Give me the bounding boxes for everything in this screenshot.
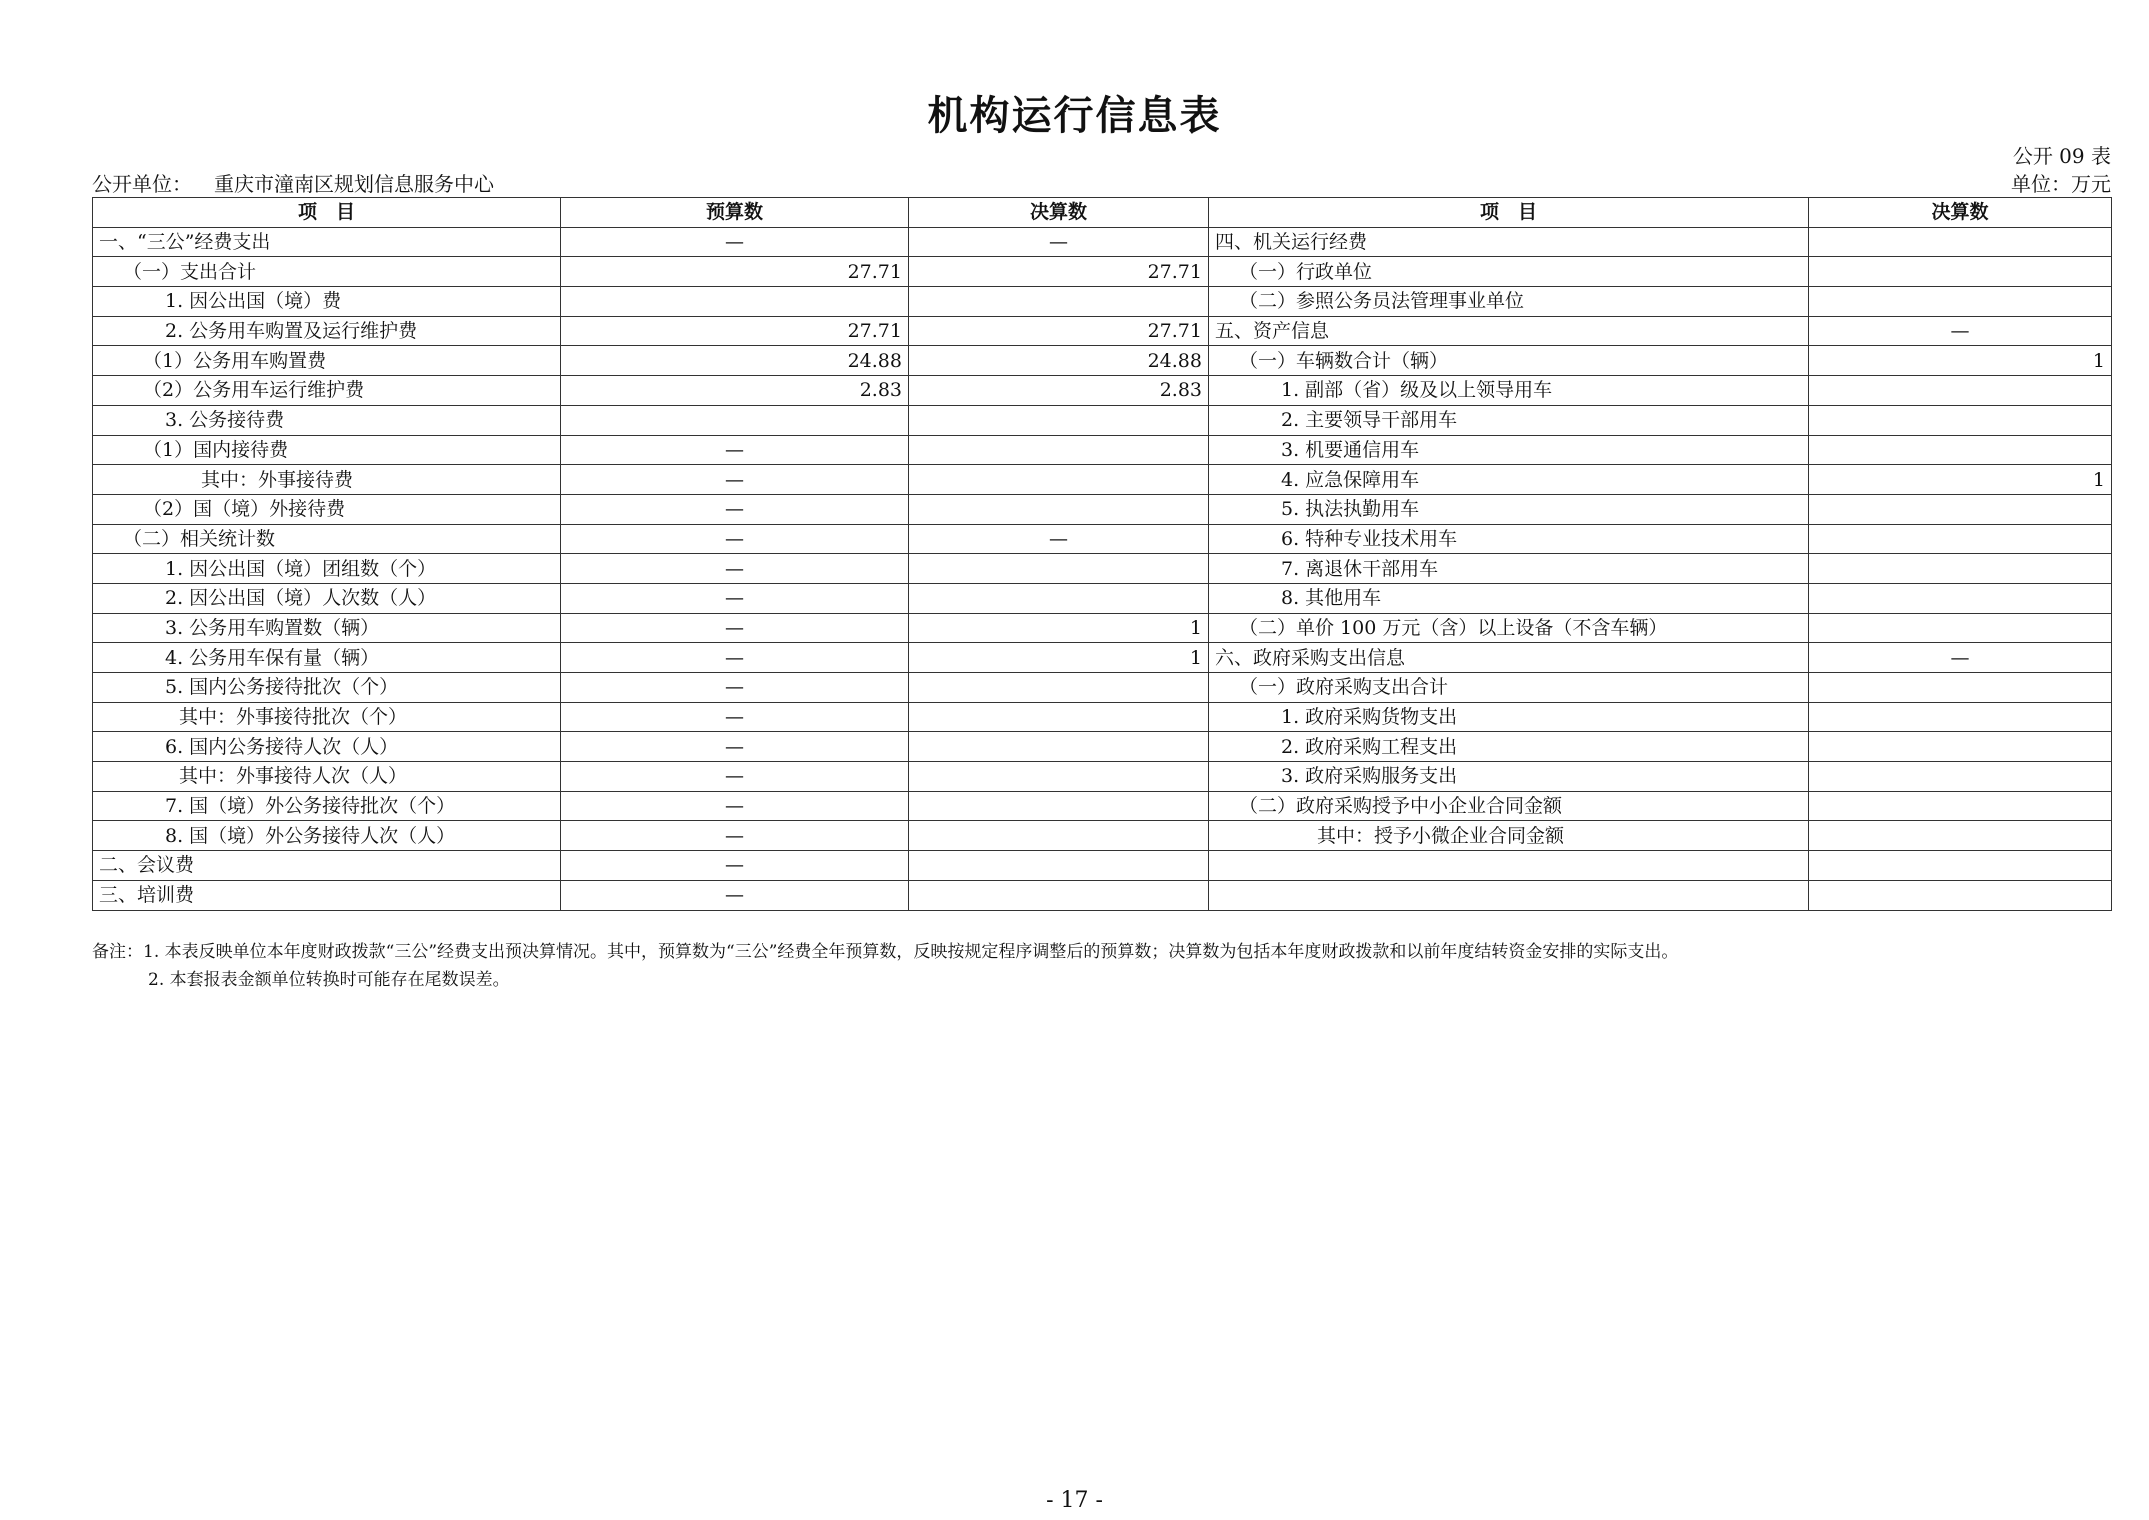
left-item-cell: （1）公务用车购置费 (93, 346, 561, 376)
right-item-cell (1209, 880, 1809, 910)
right-final-cell (1809, 851, 2112, 881)
right-item-cell: 五、资产信息 (1209, 316, 1809, 346)
right-final-cell (1809, 257, 2112, 287)
right-final-cell (1809, 732, 2112, 762)
left-item-cell: 其中：外事接待人次（人） (93, 762, 561, 792)
right-item-cell: 1. 政府采购货物支出 (1209, 702, 1809, 732)
budget-cell: — (561, 821, 909, 851)
right-final-cell (1809, 376, 2112, 406)
final-cell (909, 673, 1209, 703)
left-item-cell: 3. 公务用车购置数（辆） (93, 613, 561, 643)
right-item-cell: （二）政府采购授予中小企业合同金额 (1209, 791, 1809, 821)
reporting-unit (92, 168, 494, 197)
final-cell: 1 (909, 643, 1209, 673)
left-item-cell: 其中：外事接待费 (93, 465, 561, 495)
table-row (93, 257, 2112, 287)
left-item-cell: 1. 因公出国（境）团组数（个） (93, 554, 561, 584)
budget-cell: 24.88 (561, 346, 909, 376)
operation-info-table (92, 197, 2112, 911)
left-item-cell: 1. 因公出国（境）费 (93, 287, 561, 317)
final-cell: — (909, 227, 1209, 257)
header-final: 决算数 (909, 198, 1209, 228)
right-item-cell: 1. 副部（省）级及以上领导用车 (1209, 376, 1809, 406)
table-row (93, 376, 2112, 406)
right-item-cell: 2. 政府采购工程支出 (1209, 732, 1809, 762)
right-final-cell: — (1809, 316, 2112, 346)
left-item-cell: （1）国内接待费 (93, 435, 561, 465)
final-cell (909, 702, 1209, 732)
table-row (93, 762, 2112, 792)
right-item-cell: 3. 机要通信用车 (1209, 435, 1809, 465)
right-item-cell: 5. 执法执勤用车 (1209, 494, 1809, 524)
right-final-cell (1809, 554, 2112, 584)
budget-cell: — (561, 613, 909, 643)
budget-cell: — (561, 851, 909, 881)
final-cell: 27.71 (909, 316, 1209, 346)
budget-cell: — (561, 554, 909, 584)
final-cell (909, 851, 1209, 881)
left-item-cell: （2）公务用车运行维护费 (93, 376, 561, 406)
left-item-cell: 三、培训费 (93, 880, 561, 910)
table-row (93, 435, 2112, 465)
notes (92, 938, 1678, 994)
right-item-cell: 其中：授予小微企业合同金额 (1209, 821, 1809, 851)
final-cell (909, 287, 1209, 317)
right-item-cell: （一）政府采购支出合计 (1209, 673, 1809, 703)
final-cell (909, 762, 1209, 792)
right-final-cell: 1 (1809, 346, 2112, 376)
table-row (93, 524, 2112, 554)
right-item-cell: 8. 其他用车 (1209, 583, 1809, 613)
table-row (93, 465, 2112, 495)
table-row (93, 554, 2112, 584)
table-row (93, 494, 2112, 524)
right-final-cell (1809, 673, 2112, 703)
right-item-cell: （二）参照公务员法管理事业单位 (1209, 287, 1809, 317)
final-cell: 1 (909, 613, 1209, 643)
table-row (93, 880, 2112, 910)
left-item-cell: 7. 国（境）外公务接待批次（个） (93, 791, 561, 821)
left-item-cell: 5. 国内公务接待批次（个） (93, 673, 561, 703)
right-final-cell (1809, 405, 2112, 435)
page-number: - 17 - (1046, 1488, 1103, 1513)
left-item-cell: 二、会议费 (93, 851, 561, 881)
table-row (93, 673, 2112, 703)
budget-cell: — (561, 583, 909, 613)
right-final-cell (1809, 524, 2112, 554)
final-cell (909, 435, 1209, 465)
right-final-cell (1809, 791, 2112, 821)
table-row (93, 851, 2112, 881)
table-row (93, 732, 2112, 762)
page-title: 机构运行信息表 (927, 93, 1222, 139)
budget-cell: — (561, 524, 909, 554)
table-row (93, 821, 2112, 851)
left-item-cell: 其中：外事接待批次（个） (93, 702, 561, 732)
final-cell (909, 880, 1209, 910)
budget-cell: — (561, 762, 909, 792)
final-cell: — (909, 524, 1209, 554)
left-item-cell: （2）国（境）外接待费 (93, 494, 561, 524)
left-item-cell: 4. 公务用车保有量（辆） (93, 643, 561, 673)
left-item-cell: 8. 国（境）外公务接待人次（人） (93, 821, 561, 851)
right-final-cell (1809, 821, 2112, 851)
final-cell (909, 821, 1209, 851)
final-cell: 2.83 (909, 376, 1209, 406)
table-row (93, 613, 2112, 643)
budget-cell: 27.71 (561, 316, 909, 346)
note-1: 备注：1. 本表反映单位本年度财政拨款“三公”经费支出预决算情况。其中，预算数为“三公”经费全年预算数，反映按规定程序调整后的预算数；决算数为包括本年度财政拨款和以前年度结转资金安排的实际支出。 (92, 942, 1679, 962)
budget-cell: — (561, 880, 909, 910)
right-final-cell: 1 (1809, 465, 2112, 495)
right-final-cell (1809, 494, 2112, 524)
table-row (93, 702, 2112, 732)
right-item-cell: 2. 主要领导干部用车 (1209, 405, 1809, 435)
right-final-cell (1809, 880, 2112, 910)
table-row (93, 316, 2112, 346)
note-2: 2. 本套报表金额单位转换时可能存在尾数误差。 (148, 970, 510, 990)
final-cell (909, 732, 1209, 762)
budget-cell: — (561, 494, 909, 524)
right-final-cell (1809, 762, 2112, 792)
left-item-cell: 2. 因公出国（境）人次数（人） (93, 583, 561, 613)
final-cell (909, 494, 1209, 524)
left-item-cell: （二）相关统计数 (93, 524, 561, 554)
table-row (93, 346, 2112, 376)
final-cell (909, 465, 1209, 495)
right-item-cell: 六、政府采购支出信息 (1209, 643, 1809, 673)
left-item-cell: 3. 公务接待费 (93, 405, 561, 435)
left-item-cell: 6. 国内公务接待人次（人） (93, 732, 561, 762)
table-row (93, 287, 2112, 317)
budget-cell: — (561, 702, 909, 732)
header-budget: 预算数 (561, 198, 909, 228)
final-cell (909, 554, 1209, 584)
right-item-cell: （一）车辆数合计（辆） (1209, 346, 1809, 376)
budget-cell: 27.71 (561, 257, 909, 287)
budget-cell: — (561, 673, 909, 703)
final-cell (909, 583, 1209, 613)
right-item-cell: 四、机关运行经费 (1209, 227, 1809, 257)
budget-cell (561, 287, 909, 317)
right-final-cell (1809, 702, 2112, 732)
right-final-cell (1809, 227, 2112, 257)
unit-info-row (92, 168, 2111, 196)
table-row (93, 405, 2112, 435)
right-final-cell (1809, 583, 2112, 613)
table-row (93, 583, 2112, 613)
budget-cell: — (561, 732, 909, 762)
budget-cell (561, 405, 909, 435)
right-item-cell: 6. 特种专业技术用车 (1209, 524, 1809, 554)
budget-cell: — (561, 791, 909, 821)
budget-cell: — (561, 643, 909, 673)
right-item-cell: （一）行政单位 (1209, 257, 1809, 287)
table-row (93, 227, 2112, 257)
budget-cell: 2.83 (561, 376, 909, 406)
final-cell (909, 405, 1209, 435)
right-final-cell (1809, 435, 2112, 465)
form-number: 公开 09 表 (2012, 144, 2111, 168)
right-item-cell: 3. 政府采购服务支出 (1209, 762, 1809, 792)
right-final-cell (1809, 613, 2112, 643)
left-item-cell: 一、“三公”经费支出 (93, 227, 561, 257)
final-cell (909, 791, 1209, 821)
table-header-row (93, 198, 2112, 228)
unit-label: 公开单位： (92, 172, 192, 196)
left-item-cell: 2. 公务用车购置及运行维护费 (93, 316, 561, 346)
right-item-cell: 4. 应急保障用车 (1209, 465, 1809, 495)
currency-unit: 单位：万元 (2011, 172, 2111, 196)
budget-cell: — (561, 435, 909, 465)
left-item-cell: （一）支出合计 (93, 257, 561, 287)
table-row (93, 791, 2112, 821)
header-right-final: 决算数 (1809, 198, 2112, 228)
right-final-cell (1809, 287, 2112, 317)
final-cell: 27.71 (909, 257, 1209, 287)
right-final-cell: — (1809, 643, 2112, 673)
final-cell: 24.88 (909, 346, 1209, 376)
table-row (93, 643, 2112, 673)
right-item-cell: 7. 离退休干部用车 (1209, 554, 1809, 584)
budget-cell: — (561, 465, 909, 495)
right-item-cell (1209, 851, 1809, 881)
header-left-item: 项 目 (93, 198, 561, 228)
organization-name: 重庆市潼南区规划信息服务中心 (214, 172, 494, 196)
budget-cell: — (561, 227, 909, 257)
right-item-cell: （二）单价 100 万元（含）以上设备（不含车辆） (1209, 613, 1809, 643)
header-right-item: 项 目 (1209, 198, 1809, 228)
